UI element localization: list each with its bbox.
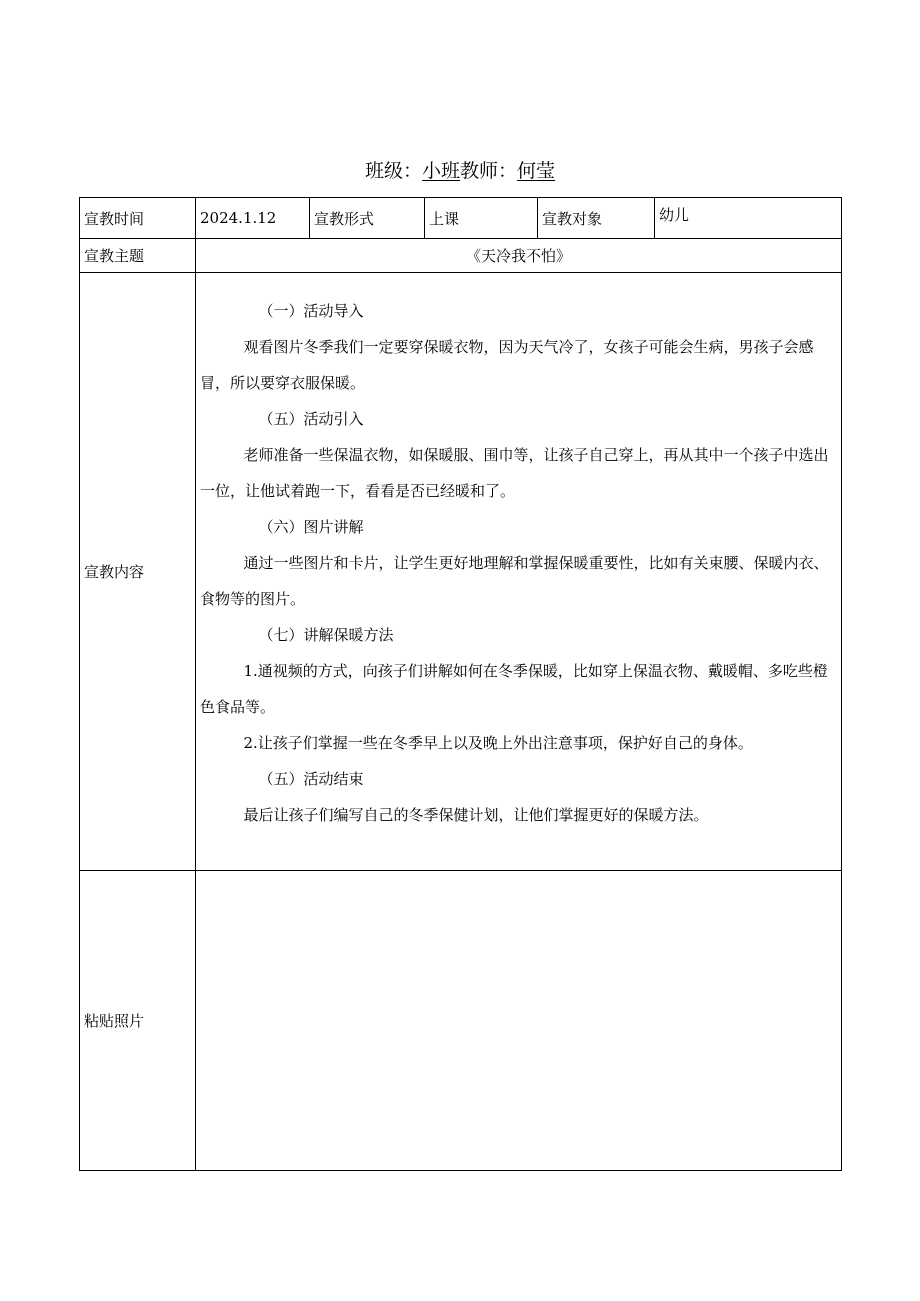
photo-label: 粘贴照片 [80,871,196,1171]
content-body [196,273,842,871]
target-value: 幼儿 [655,198,842,239]
content-paragraph: 2.让孩子们掌握一些在冬季早上以及晚上外出注意事项，保护好自己的身体。 [243,734,753,752]
photo-area [196,871,842,1171]
info-row [80,198,842,239]
document-header [0,157,920,185]
topic-value: 《天冷我不怕》 [196,239,842,273]
content-label: 宣教内容 [80,273,196,871]
topic-label: 宣教主题 [80,239,196,273]
photo-row [80,871,842,1171]
time-label: 宣教时间 [80,198,196,239]
target-label: 宣教对象 [538,198,655,239]
section-heading: （七）讲解保暖方法 [258,626,394,644]
topic-row [80,239,842,273]
time-value: 2024.1.12 [196,198,310,239]
class-value: 小班 [421,160,460,182]
section-heading: （一）活动导入 [258,302,364,320]
form-value: 上课 [425,198,538,239]
section-heading: （五）活动结束 [258,770,364,788]
section-heading: （五）活动引入 [258,410,364,428]
content-paragraph: 1.通视频的方式，向孩子们讲解如何在冬季保暖，比如穿上保温衣物、戴暖帽、多吃些橙色食品等。 [200,662,828,716]
teacher-value: 何莹 [517,160,556,182]
section-heading: （六）图片讲解 [258,518,364,536]
content-paragraph: 最后让孩子们编写自己的冬季保健计划，让他们掌握更好的保暖方法。 [243,806,709,824]
content-paragraph: 观看图片冬季我们一定要穿保暖衣物，因为天气冷了，女孩子可能会生病，男孩子会感冒，所以要穿衣服保暖。 [200,338,814,392]
class-label: 班级： [364,160,422,182]
form-label: 宣教形式 [310,198,425,239]
education-record-table [79,197,842,1171]
content-row [80,273,842,871]
teacher-label: 教师： [460,160,518,182]
content-paragraph: 通过一些图片和卡片，让学生更好地理解和掌握保暖重要性，比如有关束腰、保暖内衣、食物等的图片。 [200,554,829,608]
content-paragraph: 老师准备一些保温衣物，如保暖服、围巾等，让孩子自己穿上，再从其中一个孩子中选出一位，让他试着跑一下，看看是否已经暖和了。 [200,446,829,500]
